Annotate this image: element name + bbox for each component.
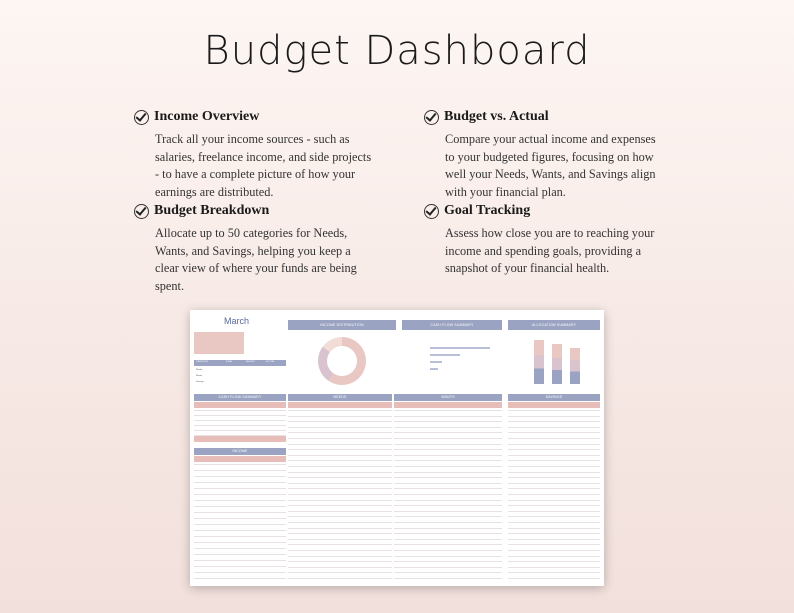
feature-heading: Budget Breakdown bbox=[154, 203, 270, 218]
dashboard-preview bbox=[190, 310, 604, 586]
table-row bbox=[394, 511, 502, 512]
table-row bbox=[194, 548, 286, 549]
col-header: IDEAL bbox=[226, 361, 233, 363]
table-row bbox=[194, 518, 286, 519]
table-row bbox=[194, 482, 286, 483]
table-row bbox=[288, 477, 392, 478]
table-row bbox=[194, 524, 286, 525]
total-row bbox=[194, 436, 286, 442]
table-row bbox=[394, 455, 502, 456]
feature-goal-tracking bbox=[424, 203, 664, 278]
feature-heading: Goal Tracking bbox=[444, 203, 531, 218]
table-row bbox=[394, 550, 502, 551]
table-row bbox=[508, 528, 600, 529]
table-header-row bbox=[194, 402, 286, 408]
feature-description: Compare your actual income and expenses to your budgeted figures, focusing on how well your Needs, Wants, and Savings align with your financial plan. bbox=[445, 132, 656, 199]
table-row bbox=[508, 460, 600, 461]
panel-header: SAVINGS bbox=[508, 394, 600, 401]
table-row bbox=[508, 444, 600, 445]
table-row bbox=[288, 466, 392, 467]
table-row bbox=[288, 494, 392, 495]
table-row bbox=[394, 449, 502, 450]
table-header-row bbox=[288, 402, 392, 408]
table-row bbox=[508, 539, 600, 540]
table-row bbox=[508, 578, 600, 579]
table-row bbox=[508, 505, 600, 506]
table-row bbox=[288, 421, 392, 422]
bar bbox=[430, 354, 460, 356]
feature-income-overview bbox=[134, 109, 374, 201]
table-row bbox=[288, 550, 392, 551]
table-row bbox=[288, 539, 392, 540]
table-row bbox=[394, 533, 502, 534]
panel-header: INCOME DISTRIBUTION bbox=[288, 320, 396, 330]
bar bbox=[430, 368, 438, 370]
table-row bbox=[394, 472, 502, 473]
table-header-row bbox=[508, 402, 600, 408]
table-row bbox=[508, 572, 600, 573]
table-row bbox=[394, 460, 502, 461]
table-row bbox=[194, 566, 286, 567]
table-row bbox=[508, 494, 600, 495]
table-row bbox=[288, 432, 392, 433]
table-row bbox=[508, 427, 600, 428]
check-circle-icon bbox=[134, 204, 149, 219]
check-circle-icon bbox=[424, 204, 439, 219]
table-row bbox=[394, 438, 502, 439]
table-row bbox=[508, 455, 600, 456]
table-row bbox=[288, 556, 392, 557]
col-header: CATEGORY bbox=[196, 361, 209, 363]
col-header: BUDGET bbox=[246, 361, 256, 363]
table-row bbox=[394, 516, 502, 517]
table-row bbox=[394, 556, 502, 557]
table-row bbox=[194, 536, 286, 537]
table-row bbox=[394, 410, 502, 411]
table-row bbox=[508, 432, 600, 433]
table-row bbox=[394, 567, 502, 568]
table-row bbox=[288, 528, 392, 529]
table-row bbox=[394, 477, 502, 478]
panel-header: CASH FLOW SUMMARY bbox=[194, 394, 286, 401]
table-row bbox=[508, 567, 600, 568]
table-row bbox=[194, 470, 286, 471]
table-row bbox=[194, 506, 286, 507]
table-row bbox=[508, 483, 600, 484]
table-row bbox=[508, 488, 600, 489]
table-row bbox=[394, 483, 502, 484]
panel-header: NEEDS bbox=[288, 394, 392, 401]
table-row bbox=[508, 449, 600, 450]
feature-description: Track all your income sources - such as salaries, freelance income, and side projects - to have a complete picture of how your earnings are distributed. bbox=[155, 132, 372, 199]
table-row bbox=[194, 578, 286, 579]
table-row bbox=[194, 410, 286, 411]
table-row bbox=[288, 511, 392, 512]
table-row bbox=[508, 410, 600, 411]
table-row bbox=[394, 522, 502, 523]
table-row bbox=[508, 511, 600, 512]
table-row bbox=[194, 572, 286, 573]
table-row bbox=[288, 561, 392, 562]
table-row bbox=[194, 464, 286, 465]
feature-heading: Budget vs. Actual bbox=[444, 109, 549, 124]
table-row bbox=[394, 427, 502, 428]
table-row bbox=[508, 500, 600, 501]
table-row bbox=[394, 500, 502, 501]
table-row bbox=[288, 544, 392, 545]
table-row bbox=[288, 460, 392, 461]
table-row bbox=[394, 494, 502, 495]
table-row bbox=[394, 561, 502, 562]
table-row bbox=[394, 421, 502, 422]
table-row bbox=[194, 415, 286, 416]
table-row bbox=[288, 567, 392, 568]
table-row bbox=[508, 472, 600, 473]
table-row bbox=[194, 425, 286, 426]
table-row bbox=[508, 544, 600, 545]
stacked-bar bbox=[552, 344, 562, 384]
table-row bbox=[394, 505, 502, 506]
feature-description: Allocate up to 50 categories for Needs, Wants, and Savings, helping you keep a clear view of where your funds are being spent. bbox=[155, 226, 357, 293]
table-row bbox=[288, 516, 392, 517]
table-row bbox=[194, 488, 286, 489]
panel-header: WANTS bbox=[394, 394, 502, 401]
table-row bbox=[288, 438, 392, 439]
table-row bbox=[288, 505, 392, 506]
table-row bbox=[288, 522, 392, 523]
feature-budget-vs-actual bbox=[424, 109, 664, 201]
table-row bbox=[194, 430, 286, 431]
table-row bbox=[288, 578, 392, 579]
table-row bbox=[288, 416, 392, 417]
table-row bbox=[288, 488, 392, 489]
table-row bbox=[288, 410, 392, 411]
table-row bbox=[394, 488, 502, 489]
table-row bbox=[508, 516, 600, 517]
table-row bbox=[394, 572, 502, 573]
bar bbox=[430, 361, 442, 363]
table-row bbox=[194, 554, 286, 555]
table-row bbox=[394, 578, 502, 579]
table-row bbox=[288, 500, 392, 501]
category-label: Wants bbox=[196, 375, 203, 377]
table-row bbox=[194, 494, 286, 495]
col-header: ACTUAL bbox=[266, 361, 275, 363]
table-row bbox=[288, 444, 392, 445]
table-row bbox=[194, 420, 286, 421]
category-label: Savings bbox=[196, 381, 204, 383]
panel-header: INCOME bbox=[194, 448, 286, 455]
table-row bbox=[508, 556, 600, 557]
bar bbox=[430, 347, 490, 349]
table-row bbox=[194, 435, 286, 436]
check-circle-icon bbox=[134, 110, 149, 125]
table-row bbox=[394, 444, 502, 445]
table-row bbox=[508, 522, 600, 523]
table-row bbox=[194, 560, 286, 561]
table-row bbox=[194, 512, 286, 513]
table-row bbox=[288, 472, 392, 473]
table-row bbox=[508, 421, 600, 422]
table-row bbox=[394, 432, 502, 433]
table-row bbox=[288, 533, 392, 534]
table-row bbox=[394, 528, 502, 529]
stacked-bar bbox=[534, 340, 544, 384]
table-row bbox=[508, 466, 600, 467]
table-row bbox=[394, 466, 502, 467]
category-label: Needs bbox=[196, 369, 203, 371]
stacked-bar bbox=[570, 348, 580, 384]
table-row bbox=[288, 572, 392, 573]
check-circle-icon bbox=[424, 110, 439, 125]
table-row bbox=[194, 542, 286, 543]
table-row bbox=[508, 561, 600, 562]
feature-description: Assess how close you are to reaching your income and spending goals, providing a snapshot of your financial health. bbox=[445, 226, 655, 275]
feature-budget-breakdown bbox=[134, 203, 374, 295]
month-label: March bbox=[224, 316, 250, 326]
table-row bbox=[394, 416, 502, 417]
table-row bbox=[394, 539, 502, 540]
table-row bbox=[288, 427, 392, 428]
table-header-row bbox=[194, 456, 286, 462]
table-row bbox=[508, 550, 600, 551]
table-row bbox=[194, 500, 286, 501]
table-row bbox=[288, 449, 392, 450]
page-title: Budget Dashboard bbox=[203, 28, 591, 74]
table-row bbox=[508, 477, 600, 478]
table-row bbox=[194, 530, 286, 531]
table-row bbox=[508, 416, 600, 417]
table-row bbox=[288, 455, 392, 456]
summary-box bbox=[194, 332, 244, 354]
panel-header: CASH FLOW SUMMARY bbox=[402, 320, 502, 330]
table-header-row bbox=[394, 402, 502, 408]
panel-header: ALLOCATION SUMMARY bbox=[508, 320, 600, 330]
table-row bbox=[194, 476, 286, 477]
table-row bbox=[508, 533, 600, 534]
feature-heading: Income Overview bbox=[154, 109, 260, 124]
table-row bbox=[394, 544, 502, 545]
income-distribution-donut bbox=[318, 337, 366, 385]
table-row bbox=[288, 483, 392, 484]
table-row bbox=[508, 438, 600, 439]
